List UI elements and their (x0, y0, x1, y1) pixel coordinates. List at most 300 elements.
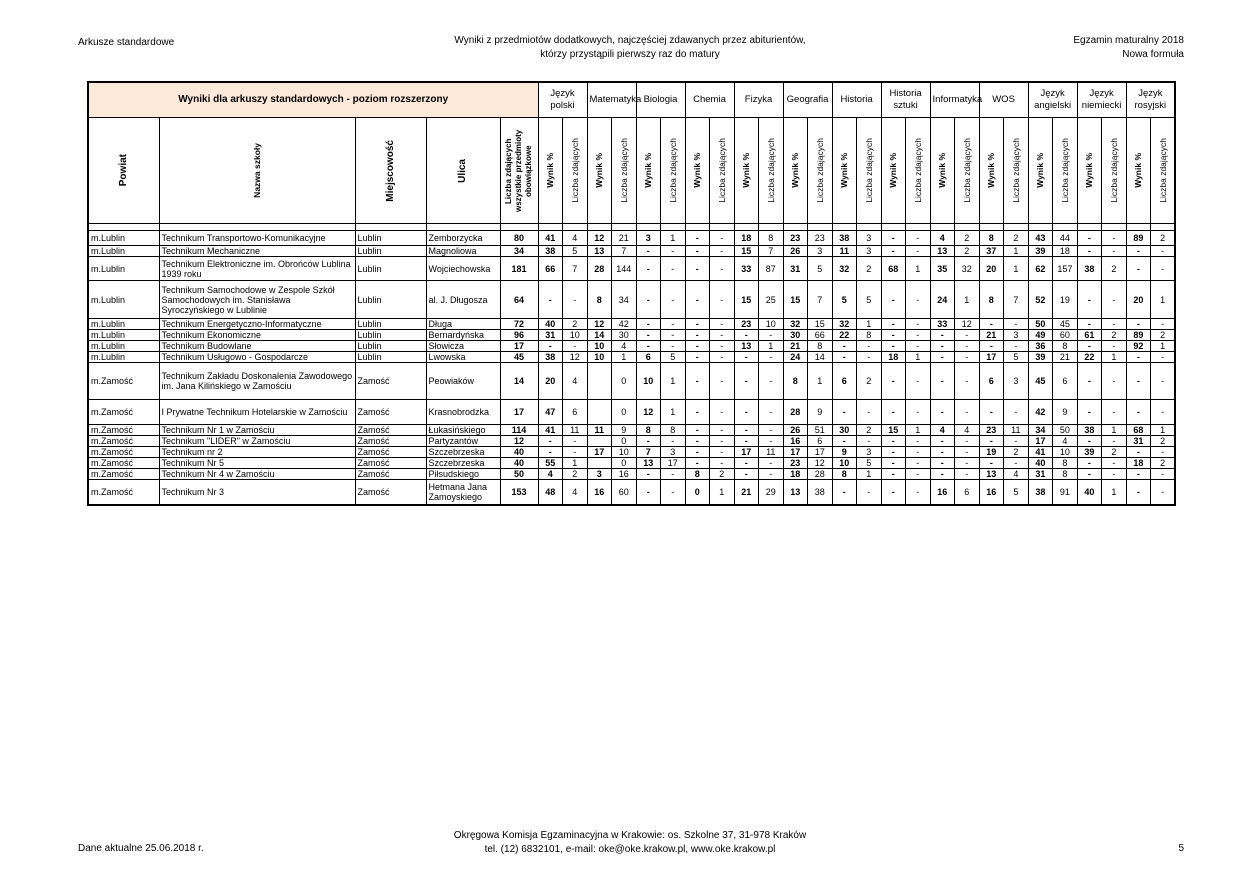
cell-count: - (1151, 400, 1176, 425)
cell-result-percent: 32 (783, 319, 808, 330)
cell-result-percent: 13 (930, 246, 955, 257)
cell-result-percent: 17 (587, 447, 612, 458)
cell-powiat: m.Lublin (88, 281, 159, 319)
cell-count: 1 (1102, 352, 1127, 363)
cell-street: Długa (426, 319, 500, 330)
cell-school-name: Technikum "LIDER" w Zamościu (159, 436, 355, 447)
cell-result-percent: - (636, 246, 661, 257)
cell-count: 5 (857, 458, 882, 469)
header-right-line1: Egzamin maturalny 2018 (1073, 35, 1184, 46)
cell-city: Zamość (355, 400, 426, 425)
cell-result-percent: - (734, 436, 759, 447)
cell-result-percent: 39 (1028, 352, 1053, 363)
cell-count: 7 (808, 281, 833, 319)
subject-header: Język polski (538, 82, 587, 118)
cell-count: 21 (612, 231, 637, 246)
subject-header: Geografia (783, 82, 832, 118)
cell-result-percent: - (881, 363, 906, 400)
result-percent-label: Wynik % (937, 153, 948, 188)
subject-header: Fizyka (734, 82, 783, 118)
result-percent-label: Wynik % (741, 153, 752, 188)
cell-result-percent: 31 (783, 257, 808, 281)
cell-street: Zemborzycka (426, 231, 500, 246)
result-percent-header (734, 118, 759, 224)
cell-result-percent: 18 (1126, 458, 1151, 469)
cell-result-percent: 4 (538, 469, 563, 480)
cell-result-percent: - (685, 341, 710, 352)
cell-result-percent: 6 (832, 363, 857, 400)
table-row (88, 246, 1175, 257)
count-label: Liczba zdających (569, 138, 580, 203)
cell-result-percent: 62 (1028, 257, 1053, 281)
cell-count: 2 (857, 363, 882, 400)
cell-count: 2 (1004, 231, 1029, 246)
cell-count: 17 (661, 458, 686, 469)
cell-result-percent: 17 (734, 447, 759, 458)
cell-total-students: 96 (500, 330, 538, 341)
count-header (1151, 118, 1176, 224)
footer-center (400, 829, 860, 857)
result-percent-header (832, 118, 857, 224)
cell-count: - (661, 319, 686, 330)
cell-result-percent: - (734, 352, 759, 363)
result-percent-label: Wynik % (839, 153, 850, 188)
cell-result-percent: - (979, 400, 1004, 425)
spacer-cell (759, 224, 784, 231)
cell-result-percent: 8 (979, 281, 1004, 319)
cell-count: - (955, 469, 980, 480)
cell-school-name: Technikum Mechaniczne (159, 246, 355, 257)
cell-count: - (955, 436, 980, 447)
cell-count: 2 (1102, 257, 1127, 281)
col-powiat-label: Powiat (117, 154, 129, 187)
cell-street: Szczebrzeska (426, 458, 500, 469)
cell-count: 1 (906, 425, 931, 436)
cell-count: 17 (808, 447, 833, 458)
count-header (563, 118, 588, 224)
cell-powiat: m.Lublin (88, 257, 159, 281)
cell-result-percent: 10 (832, 458, 857, 469)
col-liczba-label: Liczba zdających wszystkie przedmioty obowiązkowe (504, 129, 533, 212)
footer-center-line1: Okręgowa Komisja Egzaminacyjna w Krakowie: os. Szkolne 37, 31-978 Kraków (453, 830, 807, 841)
cell-result-percent: 15 (734, 246, 759, 257)
cell-result-percent: - (538, 447, 563, 458)
cell-school-name: Technikum nr 2 (159, 447, 355, 458)
spacer-cell (1102, 224, 1127, 231)
cell-result-percent: 10 (587, 352, 612, 363)
count-header (906, 118, 931, 224)
cell-result-percent: 38 (1077, 257, 1102, 281)
cell-count: - (1004, 341, 1029, 352)
cell-school-name: Technikum Budowlane (159, 341, 355, 352)
cell-count: - (759, 330, 784, 341)
cell-count: 15 (808, 319, 833, 330)
cell-count: - (710, 400, 735, 425)
count-label: Liczba zdających (667, 138, 678, 203)
cell-count: 2 (1102, 447, 1127, 458)
cell-street: Magnoliowa (426, 246, 500, 257)
cell-count: 1 (710, 480, 735, 505)
cell-result-percent: - (685, 400, 710, 425)
cell-count: 1 (661, 363, 686, 400)
subject-header: Język niemiecki (1077, 82, 1126, 118)
cell-result-percent: 34 (1028, 425, 1053, 436)
cell-result-percent: - (1126, 257, 1151, 281)
result-percent-header (538, 118, 563, 224)
cell-count: - (759, 436, 784, 447)
results-table (87, 81, 1176, 506)
cell-powiat: m.Lublin (88, 231, 159, 246)
cell-result-percent: - (881, 458, 906, 469)
cell-powiat: m.Zamość (88, 469, 159, 480)
cell-city: Lublin (355, 341, 426, 352)
cell-count: - (759, 352, 784, 363)
cell-result-percent: 89 (1126, 330, 1151, 341)
cell-street: Bernardyńska (426, 330, 500, 341)
cell-count: - (1102, 281, 1127, 319)
cell-count: 16 (612, 469, 637, 480)
count-header (808, 118, 833, 224)
table-row (88, 425, 1175, 436)
result-percent-label: Wynik % (888, 153, 899, 188)
cell-result-percent: - (1126, 352, 1151, 363)
result-percent-header (636, 118, 661, 224)
cell-count: - (906, 281, 931, 319)
cell-result-percent: 68 (1126, 425, 1151, 436)
cell-powiat: m.Lublin (88, 319, 159, 330)
cell-count: - (1102, 363, 1127, 400)
cell-school-name: Technikum Nr 3 (159, 480, 355, 505)
cell-result-percent: 40 (1077, 480, 1102, 505)
cell-count: - (906, 436, 931, 447)
cell-count: 2 (563, 469, 588, 480)
cell-count: - (1102, 246, 1127, 257)
cell-result-percent: - (734, 330, 759, 341)
cell-count: 2 (857, 257, 882, 281)
cell-count: - (955, 447, 980, 458)
cell-count: 4 (1004, 469, 1029, 480)
cell-result-percent: 23 (783, 231, 808, 246)
cell-count: 12 (955, 319, 980, 330)
count-header (857, 118, 882, 224)
cell-count: 1 (1102, 425, 1127, 436)
cell-count: 34 (612, 281, 637, 319)
cell-count: - (857, 352, 882, 363)
cell-count: 66 (808, 330, 833, 341)
cell-result-percent: 31 (538, 330, 563, 341)
cell-result-percent: - (636, 281, 661, 319)
cell-count: 144 (612, 257, 637, 281)
cell-result-percent: 26 (783, 246, 808, 257)
cell-count: 5 (1004, 480, 1029, 505)
cell-count: 4 (563, 363, 588, 400)
result-percent-header (930, 118, 955, 224)
cell-count: - (759, 363, 784, 400)
cell-count: 2 (1151, 436, 1176, 447)
cell-count: - (857, 400, 882, 425)
cell-result-percent: - (538, 281, 563, 319)
cell-count: 6 (808, 436, 833, 447)
spacer-cell (710, 224, 735, 231)
cell-count: - (710, 319, 735, 330)
cell-count: 18 (1053, 246, 1078, 257)
cell-result-percent: 19 (979, 447, 1004, 458)
header-center-line2: którzy przystąpili pierwszy raz do matury (540, 49, 720, 60)
cell-school-name: Technikum Nr 4 w Zamościu (159, 469, 355, 480)
cell-count: 4 (1053, 436, 1078, 447)
cell-count: - (1151, 257, 1176, 281)
cell-result-percent: 33 (930, 319, 955, 330)
cell-count: - (710, 341, 735, 352)
cell-count: 12 (563, 352, 588, 363)
cell-count: 1 (1151, 341, 1176, 352)
cell-total-students: 40 (500, 458, 538, 469)
cell-result-percent: - (685, 352, 710, 363)
cell-count: 1 (808, 363, 833, 400)
cell-result-percent: - (979, 341, 1004, 352)
cell-count: 1 (759, 341, 784, 352)
cell-school-name: Technikum Zakładu Doskonalenia Zawodowego im. Jana Kilińskiego w Zamościu (159, 363, 355, 400)
cell-result-percent: 40 (1028, 458, 1053, 469)
cell-count: - (1151, 352, 1176, 363)
cell-count: 2 (1102, 330, 1127, 341)
cell-city: Zamość (355, 425, 426, 436)
cell-count: - (710, 281, 735, 319)
cell-count: 3 (1004, 363, 1029, 400)
cell-count: - (1151, 319, 1176, 330)
count-label: Liczba zdających (1059, 138, 1070, 203)
cell-count: - (955, 363, 980, 400)
cell-school-name: I Prywatne Technikum Hotelarskie w Zamościu (159, 400, 355, 425)
cell-result-percent: - (881, 319, 906, 330)
cell-result-percent: - (1077, 436, 1102, 447)
cell-city: Zamość (355, 458, 426, 469)
cell-city: Lublin (355, 246, 426, 257)
cell-count: 1 (857, 319, 882, 330)
cell-result-percent: 38 (1077, 425, 1102, 436)
table-row (88, 341, 1175, 352)
cell-result-percent: - (1126, 400, 1151, 425)
cell-result-percent: - (881, 436, 906, 447)
spacer-cell (563, 224, 588, 231)
cell-count: - (710, 352, 735, 363)
table-row (88, 352, 1175, 363)
col-miejscowosc (355, 118, 426, 224)
cell-school-name: Technikum Transportowo-Komunikacyjne (159, 231, 355, 246)
cell-count: 1 (1004, 246, 1029, 257)
count-label: Liczba zdających (1108, 138, 1119, 203)
spacer-cell (857, 224, 882, 231)
cell-count: 11 (1004, 425, 1029, 436)
cell-result-percent: 21 (979, 330, 1004, 341)
cell-total-students: 34 (500, 246, 538, 257)
table-row (88, 400, 1175, 425)
cell-street: Peowiaków (426, 363, 500, 400)
cell-school-name: Technikum Samochodowe w Zespole Szkół Samochodowych im. Stanisława Syroczyńskiego w Lublinie (159, 281, 355, 319)
cell-powiat: m.Zamość (88, 363, 159, 400)
cell-count: - (710, 447, 735, 458)
cell-count: 14 (808, 352, 833, 363)
cell-result-percent: - (1126, 246, 1151, 257)
cell-count: 7 (1004, 281, 1029, 319)
cell-result-percent: - (1126, 480, 1151, 505)
cell-count: 5 (1004, 352, 1029, 363)
cell-count: - (1004, 436, 1029, 447)
table-row (88, 469, 1175, 480)
cell-count: 0 (612, 363, 637, 400)
cell-result-percent: 16 (783, 436, 808, 447)
cell-result-percent: 16 (930, 480, 955, 505)
cell-count: 91 (1053, 480, 1078, 505)
cell-result-percent: 18 (783, 469, 808, 480)
cell-count: - (906, 363, 931, 400)
subject-header: Biologia (636, 82, 685, 118)
table-row (88, 480, 1175, 505)
cell-result-percent: 24 (930, 281, 955, 319)
cell-count: - (661, 257, 686, 281)
header-center-line1: Wyniki z przedmiotów dodatkowych, najczęściej zdawanych przez abiturientów, (454, 35, 806, 46)
cell-city: Lublin (355, 281, 426, 319)
cell-result-percent: - (881, 246, 906, 257)
cell-count: 3 (661, 447, 686, 458)
cell-result-percent: - (1077, 281, 1102, 319)
cell-street: Partyzantów (426, 436, 500, 447)
cell-school-name: Technikum Ekonomiczne (159, 330, 355, 341)
cell-count: 7 (563, 257, 588, 281)
cell-result-percent: 38 (832, 231, 857, 246)
result-percent-header (587, 118, 612, 224)
cell-result-percent: 11 (587, 425, 612, 436)
cell-result-percent: 89 (1126, 231, 1151, 246)
cell-result-percent: - (538, 341, 563, 352)
cell-total-students: 12 (500, 436, 538, 447)
cell-result-percent: - (1077, 363, 1102, 400)
cell-result-percent: - (685, 425, 710, 436)
spacer-cell (832, 224, 857, 231)
cell-count: - (1151, 363, 1176, 400)
cell-result-percent: - (636, 469, 661, 480)
cell-count: - (661, 341, 686, 352)
cell-result-percent: - (979, 436, 1004, 447)
cell-count: - (857, 436, 882, 447)
cell-result-percent: - (1077, 319, 1102, 330)
cell-result-percent: 13 (734, 341, 759, 352)
cell-result-percent: 45 (1028, 363, 1053, 400)
cell-count: - (906, 231, 931, 246)
cell-result-percent: - (832, 480, 857, 505)
cell-result-percent: - (832, 400, 857, 425)
count-header (955, 118, 980, 224)
cell-count: - (955, 341, 980, 352)
result-percent-header (685, 118, 710, 224)
count-label: Liczba zdających (814, 138, 825, 203)
cell-count: 32 (955, 257, 980, 281)
cell-result-percent: - (881, 480, 906, 505)
spacer-cell (355, 224, 426, 231)
spacer-cell (1151, 224, 1176, 231)
cell-result-percent: - (636, 436, 661, 447)
cell-count: 9 (808, 400, 833, 425)
count-label: Liczba zdających (618, 138, 629, 203)
cell-count: - (563, 281, 588, 319)
cell-result-percent: 8 (587, 281, 612, 319)
cell-count: 2 (1004, 447, 1029, 458)
cell-count: 8 (759, 231, 784, 246)
cell-count: 2 (857, 425, 882, 436)
cell-result-percent: 41 (1028, 447, 1053, 458)
cell-result-percent: - (685, 257, 710, 281)
cell-count: - (710, 458, 735, 469)
cell-count: - (710, 330, 735, 341)
cell-count: 2 (1151, 458, 1176, 469)
cell-city: Lublin (355, 319, 426, 330)
cell-result-percent: - (930, 458, 955, 469)
cell-powiat: m.Lublin (88, 330, 159, 341)
cell-count: 7 (612, 246, 637, 257)
cell-count: - (906, 447, 931, 458)
header-center (430, 34, 830, 62)
cell-city: Zamość (355, 436, 426, 447)
cell-count: 45 (1053, 319, 1078, 330)
cell-count: 8 (1053, 458, 1078, 469)
cell-count: - (710, 231, 735, 246)
count-label: Liczba zdających (912, 138, 923, 203)
cell-count: 6 (1053, 363, 1078, 400)
cell-count: - (955, 352, 980, 363)
spacer-cell (426, 224, 500, 231)
cell-result-percent: 22 (832, 330, 857, 341)
cell-total-students: 50 (500, 469, 538, 480)
cell-count: 8 (1053, 469, 1078, 480)
cell-result-percent: 20 (538, 363, 563, 400)
cell-count: - (1102, 341, 1127, 352)
cell-count: - (759, 400, 784, 425)
cell-result-percent: - (1126, 319, 1151, 330)
cell-total-students: 17 (500, 341, 538, 352)
cell-result-percent: - (832, 436, 857, 447)
cell-result-percent: 28 (783, 400, 808, 425)
cell-powiat: m.Lublin (88, 352, 159, 363)
cell-result-percent: 8 (979, 231, 1004, 246)
cell-count: 3 (857, 246, 882, 257)
cell-count: 7 (759, 246, 784, 257)
cell-result-percent: - (685, 363, 710, 400)
subject-header: Historia sztuki (881, 82, 930, 118)
cell-count: 1 (906, 257, 931, 281)
cell-result-percent: 16 (979, 480, 1004, 505)
cell-count: 50 (1053, 425, 1078, 436)
cell-city: Lublin (355, 257, 426, 281)
column-header-row (88, 118, 1175, 224)
footer-left: Dane aktualne 25.06.2018 r. (78, 843, 204, 854)
table-row (88, 436, 1175, 447)
cell-count: 5 (563, 246, 588, 257)
cell-result-percent: - (734, 400, 759, 425)
table-row (88, 319, 1175, 330)
cell-count: 28 (808, 469, 833, 480)
cell-count: 4 (563, 231, 588, 246)
count-label: Liczba zdających (1157, 138, 1168, 203)
result-percent-header (1077, 118, 1102, 224)
result-percent-header (979, 118, 1004, 224)
count-header (759, 118, 784, 224)
count-header (1053, 118, 1078, 224)
cell-count: 4 (955, 425, 980, 436)
cell-count: 87 (759, 257, 784, 281)
cell-count: - (710, 257, 735, 281)
cell-result-percent: 30 (832, 425, 857, 436)
spacer-cell (906, 224, 931, 231)
